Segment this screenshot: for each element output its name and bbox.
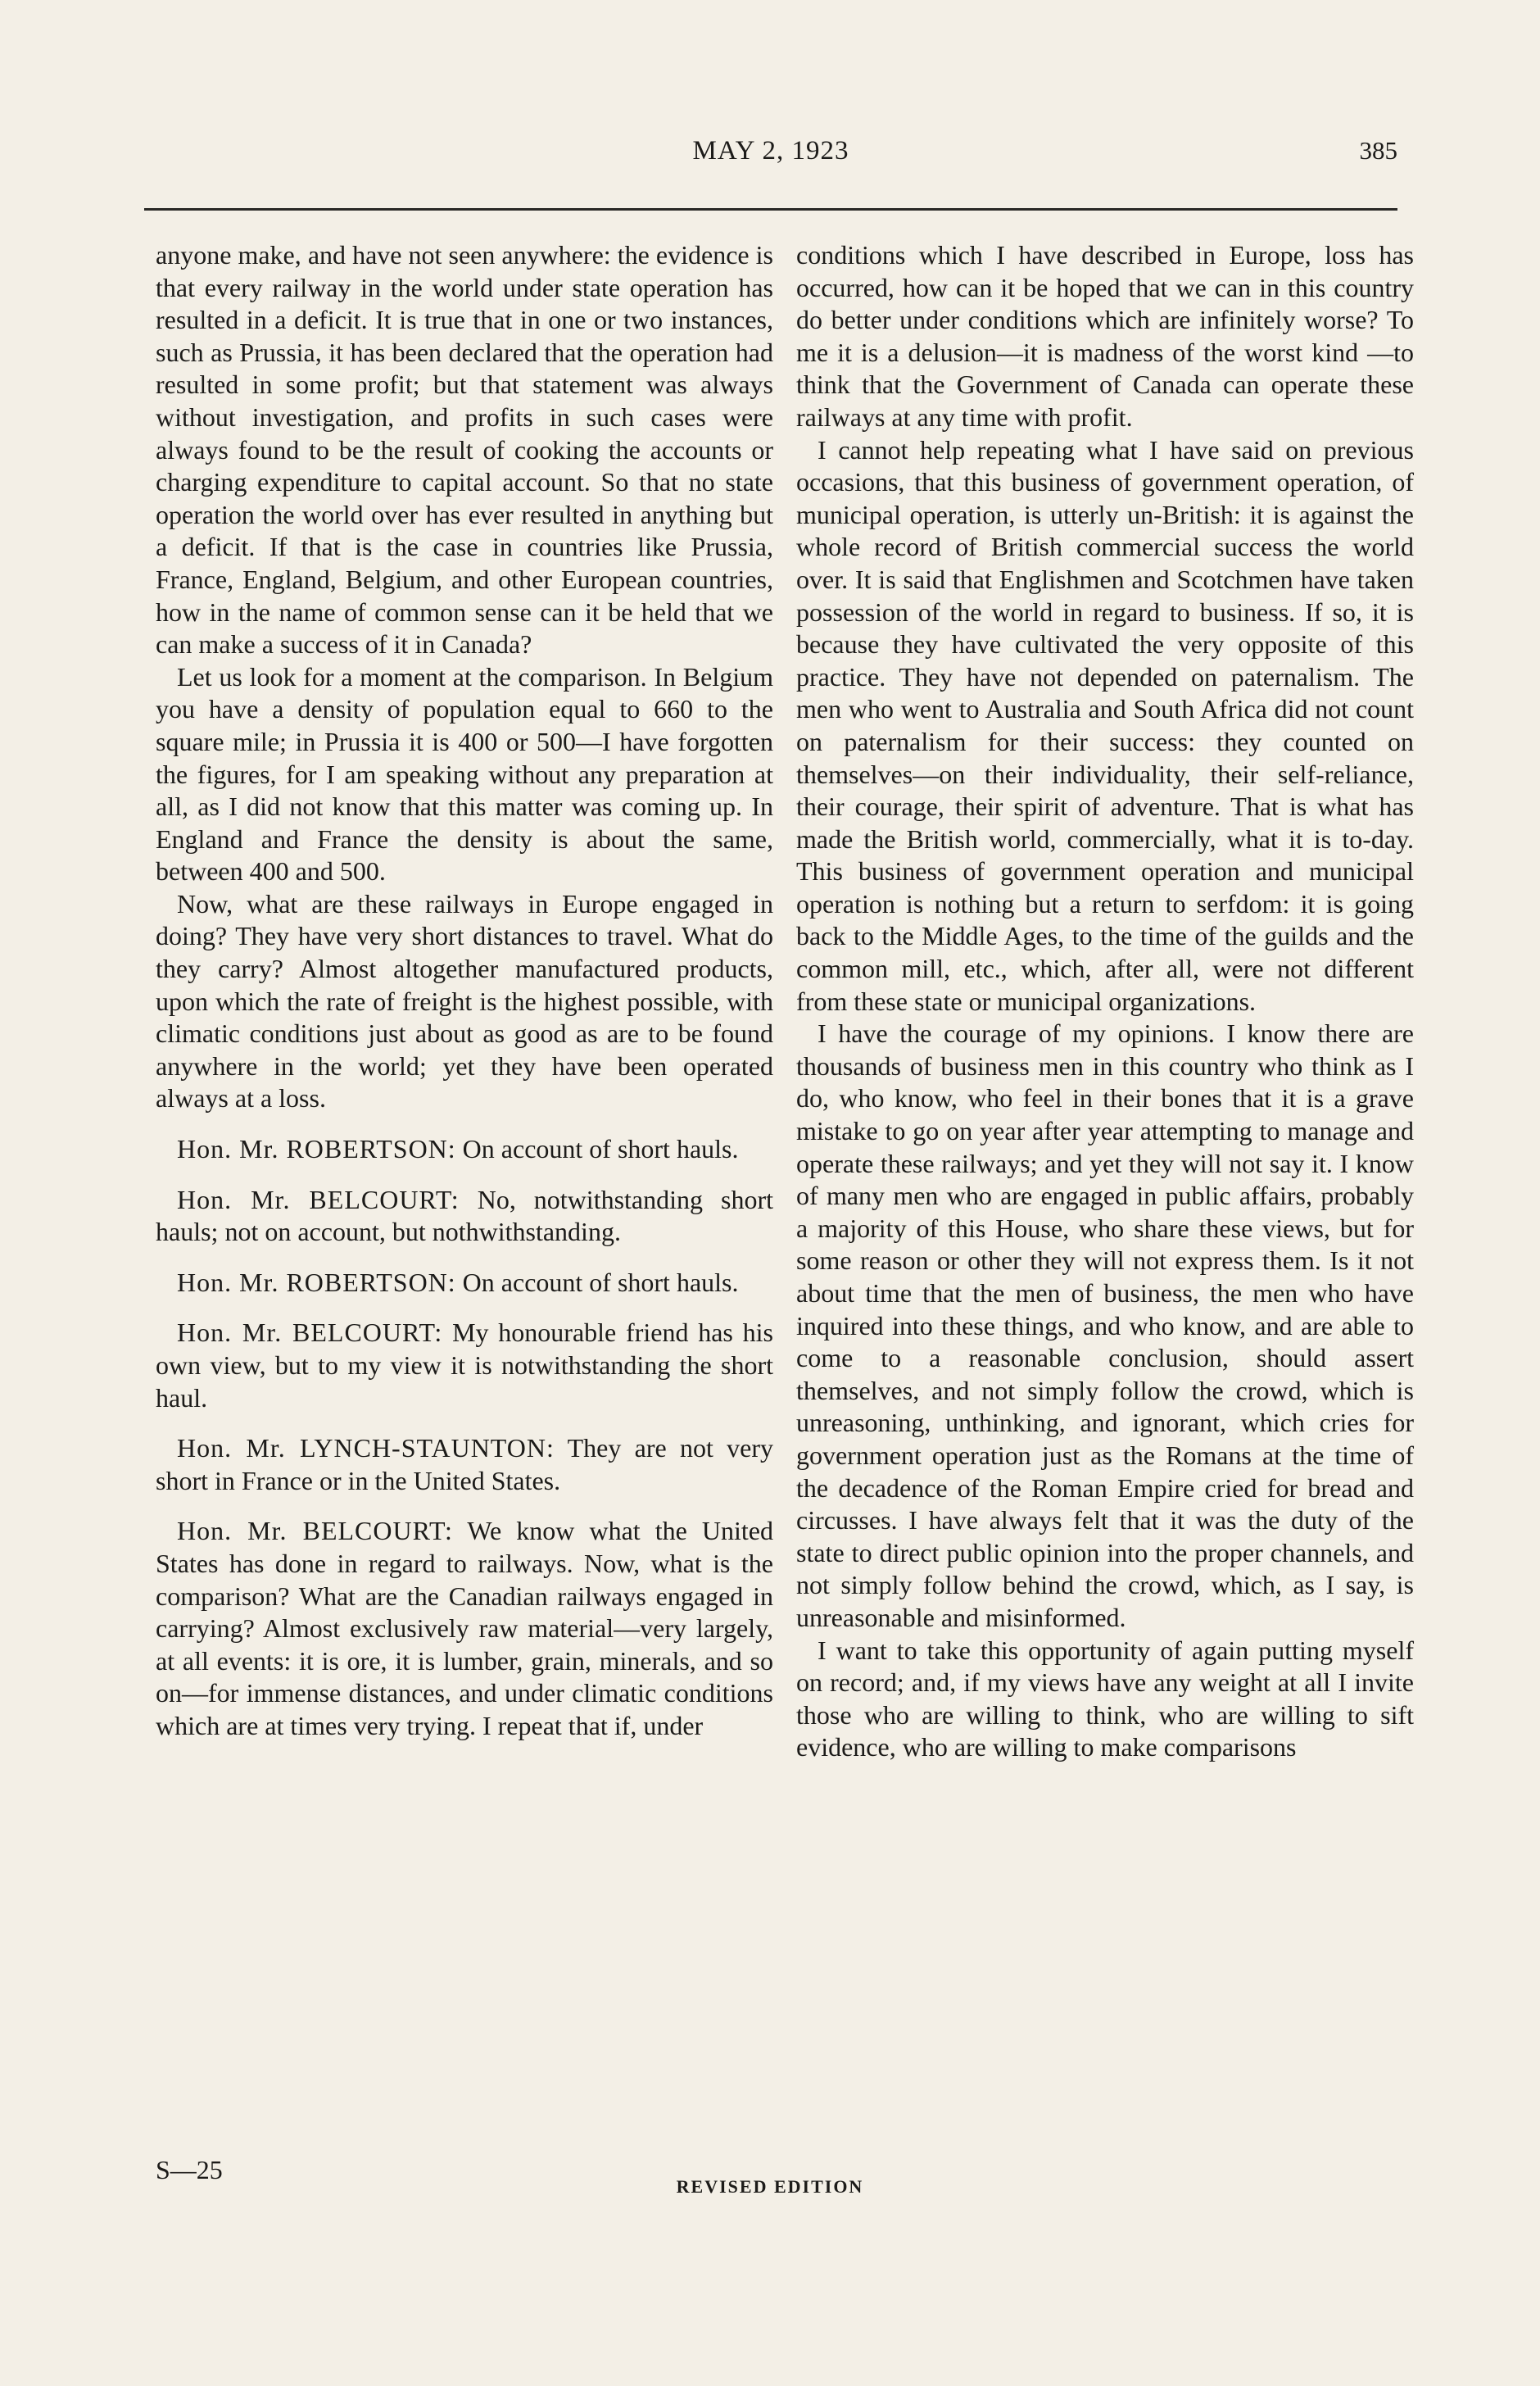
speaker-name: Hon. Mr. ROBERTSON:: [177, 1134, 456, 1164]
speech-text: My honourable friend has his own view, but to my view it is notwithstanding the short haul.: [156, 1318, 773, 1413]
signature-mark: S—25: [156, 2155, 223, 2184]
header-rule: [144, 208, 1397, 211]
page-header: [144, 136, 1397, 185]
edition-label: REVISED EDITION: [676, 2176, 864, 2197]
body-paragraph: I want to take this opportunity of again putting myself on record; and, if my views have any weight at all I invite those who are willing to think, who are willing to sift evidence, who are willing to make comparisons: [796, 1635, 1414, 1762]
right-column: [796, 239, 1414, 1764]
speaker-name: Hon. Mr. BELCOURT:: [177, 1184, 460, 1214]
speech-text: They are not very short in France or in the United States.: [156, 1433, 774, 1495]
speech-text: We know what the United States has done in regard to railways. Now, what is the comparison? What are the Canadian railways engaged in carrying? Almost exclusively raw material—very largely, at all events: it is ore, it is lumber, grain, minerals, and so on—for immense distances, and under climatic conditions which are at times very trying. I repeat that if, under: [156, 1516, 774, 1740]
speaker-name: Hon. Mr. LYNCH-STAUNTON:: [177, 1433, 555, 1463]
speech-paragraph: [156, 1432, 773, 1497]
body-paragraph: anyone make, and have not seen anywhere: the evidence is that every railway in the world under state operation has resulted in a deficit. It is true that in one or two instances, such as Prussia, it has been declared that the operation had resulted in some profit; but that statement was always without investigation, and profits in such cases were always found to be the result of cooking the accounts or charging expenditure to capital account. So that no state operation the world over has ever resulted in anything but a deficit. If that is the case in countries like Prussia, France, England, Belgium, and other European countries, how in the name of common sense can it be held that we can make a success of it in Canada?: [156, 240, 773, 660]
speech-paragraph: [156, 1133, 773, 1166]
speaker-name: Hon. Mr. ROBERTSON:: [177, 1267, 456, 1297]
body-paragraph: I have the courage of my opinions. I know there are thousands of business men in this country who think as I do, who know, who feel in their bones that it is a grave mistake to go on year after year attempting to manage and operate these railways; and yet they will not say it. I know of many men who are engaged in public affairs, probably a majority of this House, who share these views, but for some reason or other they will not express them. Is it not about time that the men of business, the men who have inquired into these things, and who know, and are able to come to a reasonable conclusion, should assert themselves, and not simply follow the crowd, which is unreasoning, unthinking, and ignorant, which cries for government operation just as the Romans at the time of the decadence of the Roman Empire cried for bread and circusses. I have always felt that it was the duty of the state to direct public opinion into the proper channels, and not simply follow behind the crowd, which, as I say, is unreasonable and misinformed.: [796, 1018, 1414, 1632]
body-paragraph: Let us look for a moment at the comparison. In Belgium you have a density of population equal to 660 to the square mile; in Prussia it is 400 or 500—I have forgotten the figures, for I am speaking without any preparation at all, as I did not know that this matter was coming up. In England and France the density is about the same, between 400 and 500.: [156, 661, 773, 887]
speaker-name: Hon. Mr. BELCOURT:: [177, 1516, 453, 1546]
speech-paragraph: [156, 1184, 773, 1249]
speech-paragraph: [156, 1317, 773, 1414]
speaker-name: Hon. Mr. BELCOURT:: [177, 1318, 443, 1348]
speech-text: No, notwithstanding short hauls; not on account, but nothwithstanding.: [156, 1184, 774, 1247]
left-column: [156, 239, 773, 1743]
page-number: 385: [1359, 136, 1397, 165]
body-paragraph: conditions which I have described in Europe, loss has occurred, how can it be hoped that we can in this country do better under conditions which are infinitely worse? To me it is a delusion—it is madness of the worst kind —to think that the Government of Canada can operate these railways at any time with profit.: [796, 240, 1414, 432]
speech-text: On account of short hauls.: [462, 1134, 739, 1164]
body-paragraph: Now, what are these railways in Europe engaged in doing? They have very short distances to travel. What do they carry? Almost altogether manufactured products, upon which the rate of freight is the highest possible, with climatic conditions just about as good as are to be found anywhere in the world; yet they have been operated always at a loss.: [156, 888, 773, 1114]
speech-paragraph: [156, 1515, 773, 1742]
speech-paragraph: [156, 1267, 773, 1300]
page-date: MAY 2, 1923: [692, 136, 849, 166]
speech-text: On account of short hauls.: [462, 1267, 739, 1297]
body-paragraph: I cannot help repeating what I have said on previous occasions, that this business of government operation, of municipal operation, is utterly un-British: it is against the whole record of British commercial success the world over. It is said that Englishmen and Scotchmen have taken possession of the world in regard to business. If so, it is because they have cultivated the very opposite of this practice. They have not depended on paternalism. The men who went to Australia and South Africa did not count on paternalism for their success: they counted on themselves—on their individuality, their self-reliance, their courage, their spirit of adventure. That is what has made the British world, commercially, what it is to-day. This business of government operation and municipal operation is nothing but a return to serfdom: it is going back to the Middle Ages, to the time of the guilds and the common mill, etc., which, after all, were not different from these state or municipal organizations.: [796, 434, 1414, 1016]
